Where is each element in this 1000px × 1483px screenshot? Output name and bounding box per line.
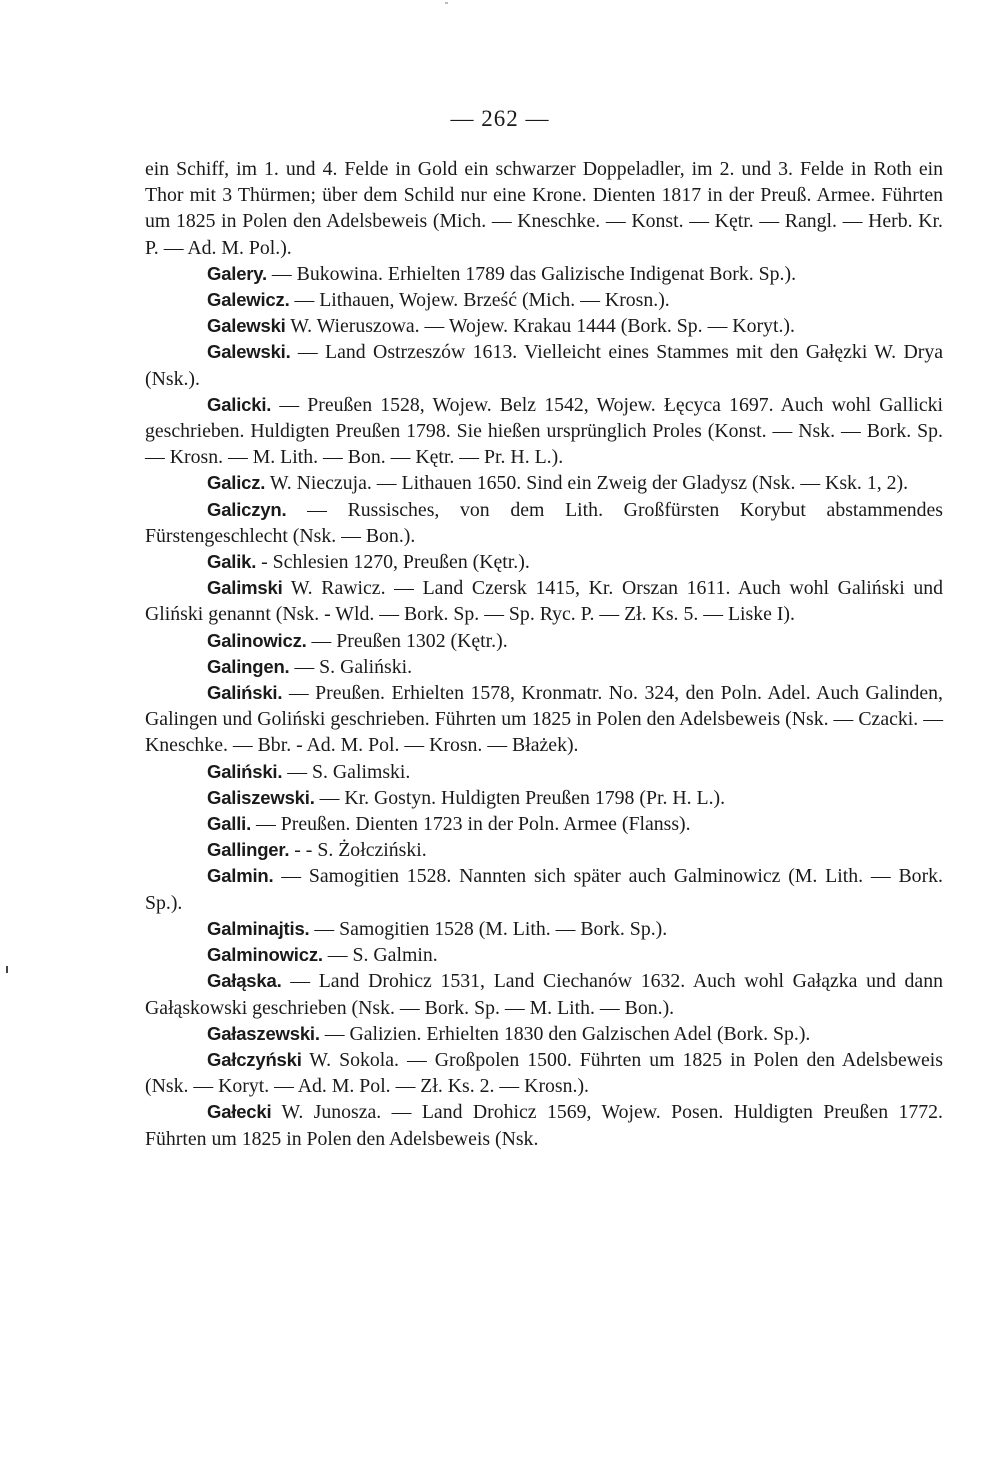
entry-title: Galminowicz.	[207, 944, 323, 966]
entry-text: — Land Drohicz 1531, Land Ciechanów 1632. Auch wohl Gałązka und dann Gałąskowski geschrieben (Nsk. — Bork. Sp. — M. Lith. — Bon.).	[145, 970, 943, 1019]
entry	[145, 837, 943, 863]
page-number: — 262 —	[450, 106, 550, 131]
entry-title: Gałaszewski.	[207, 1022, 320, 1044]
entry-title: Galik.	[207, 551, 257, 573]
entry	[145, 575, 943, 627]
entry-title: Galmin.	[207, 865, 274, 887]
entry	[145, 339, 943, 391]
entry-text: — Preußen 1528, Wojew. Belz 1542, Wojew. Łęcyca 1697. Auch wohl Gallicki geschrieben. Huldigten Preußen 1798. Sie hießen ursprünglich Proles (Konst. — Nsk. — Bork. Sp. — Krosn. — M. Lith. — Bon. — Kętr. — Pr. H. L.).	[145, 393, 943, 469]
entry-title: Galinowicz.	[207, 629, 307, 651]
entry-text: — Galizien. Erhielten 1830 den Galzischen Adel (Bork. Sp.).	[324, 1022, 811, 1045]
entry	[145, 942, 943, 968]
entry-continuation	[145, 156, 943, 261]
entry-text: W. Sokola. — Großpolen 1500. Führten um 1825 in Polen den Adelsbeweis (Nsk. — Koryt. — Ad. M. Pol. — Zł. Ks. 2. — Krosn.).	[145, 1048, 943, 1098]
entry-text: — Samogitien 1528. Nannten sich später auch Galminowicz (M. Lith. — Bork. Sp.).	[145, 865, 943, 914]
entry-text: — S. Galiński.	[294, 655, 413, 678]
entry-title: Galiński.	[207, 760, 283, 782]
entry-title: Galminajtis.	[207, 917, 310, 939]
entry-title: Gałecki	[207, 1101, 272, 1123]
entry-title: Galiński.	[207, 682, 283, 704]
entry	[145, 1099, 943, 1151]
entry-text: — Land Ostrzeszów 1613. Vielleicht eines Stammes mit den Gałęzki W. Drya (Nsk.).	[145, 341, 943, 390]
entry-text: — S. Galmin.	[327, 944, 438, 967]
entry	[145, 811, 943, 837]
entry-text: — Preußen. Erhielten 1578, Kronmatr. No. 324, den Poln. Adel. Auch Galinden, Galingen und Goliński geschrieben. Führten um 1825 in Polen den Adelsbeweis (Nsk. — Czacki. — Kneschke. — Bbr. - Ad. M. Pol. — Krosn. — Błażek).	[145, 682, 943, 757]
entry	[145, 759, 943, 785]
entry-title: Galewski	[207, 315, 286, 337]
entry-title: Galiszewski.	[207, 786, 315, 808]
entry-text: — Lithauen, Wojew. Brześć (Mich. — Krosn.).	[294, 289, 670, 312]
entry	[145, 470, 943, 496]
entry-text: W. Nieczuja. — Lithauen 1650. Sind ein Zweig der Gladysz (Nsk. — Ksk. 1, 2).	[269, 472, 909, 495]
entry	[145, 916, 943, 942]
entry	[145, 497, 943, 549]
entry	[145, 1021, 943, 1047]
entry	[145, 549, 943, 575]
entry	[145, 680, 943, 759]
entry	[145, 287, 943, 313]
entry-text: — S. Galimski.	[287, 760, 411, 783]
margin-mark	[6, 966, 8, 973]
entry-text: W. Wieruszowa. — Wojew. Krakau 1444 (Bork. Sp. — Koryt.).	[290, 315, 795, 338]
entry-title: Galli.	[207, 813, 252, 835]
entry-title: Gałczyński	[207, 1048, 302, 1070]
entries-text	[145, 156, 943, 1152]
entry-text: — Samogitien 1528 (M. Lith. — Bork. Sp.).	[314, 917, 668, 940]
entry-title: Galicz.	[207, 472, 266, 494]
entry	[145, 968, 943, 1020]
entry-title: Galiczyn.	[207, 498, 287, 520]
entry-title: Galewicz.	[207, 289, 290, 311]
entry	[145, 313, 943, 339]
entry-text: W. Rawicz. — Land Czersk 1415, Kr. Orszan 1611. Auch wohl Galiński und Gliński genannt (Nsk. - Wld. — Bork. Sp. — Sp. Ryc. P. — Zł. Ks. 5. — Liske I).	[145, 577, 944, 626]
entry	[145, 654, 943, 680]
entry-text: — Kr. Gostyn. Huldigten Preußen 1798 (Pr. H. L.).	[319, 786, 726, 809]
entry-title: Galingen.	[207, 655, 290, 677]
entry-title: Galewski.	[207, 341, 291, 363]
entry-text: — Bukowina. Erhielten 1789 das Galizische Indigenat Bork. Sp.).	[271, 262, 797, 285]
entry	[145, 1047, 943, 1099]
entry	[145, 628, 943, 654]
entry-text: - Schlesien 1270, Preußen (Kętr.).	[261, 551, 530, 574]
entry-text: — Russisches, von dem Lith. Großfürsten Korybut abstammendes Fürstengeschlecht (Nsk. — Bon.).	[145, 498, 944, 547]
entry-text: ein Schiff, im 1. und 4. Felde in Gold ein schwarzer Doppeladler, im 2. und 3. Felde in Roth ein Thor mit 3 Thürmen; über dem Schild nur eine Krone. Dienten 1817 in der Preuß. Armee. Führten um 1825 in Polen den Adelsbeweis (Mich. — Kneschke. — Konst. — Kętr. — Rangl. — Herb. Kr. P. — Ad. M. Pol.).	[145, 158, 943, 259]
entry	[145, 863, 943, 915]
entry-title: Gałąska.	[207, 970, 282, 992]
entry-text: W. Junosza. — Land Drohicz 1569, Wojew. Posen. Huldigten Preußen 1772. Führten um 1825 in Polen den Adelsbeweis (Nsk.	[145, 1101, 943, 1150]
scan-speck	[445, 2, 448, 4]
entry-text: — Preußen. Dienten 1723 in der Poln. Armee (Flanss).	[256, 813, 691, 836]
entry	[145, 261, 943, 287]
entry	[145, 392, 943, 471]
entry-title: Galery.	[207, 262, 267, 284]
entry-text: - - S. Żołcziński.	[294, 839, 427, 862]
entry-title: Galimski	[207, 577, 283, 599]
entry	[145, 785, 943, 811]
entry-title: Galicki.	[207, 393, 272, 415]
entry-title: Gallinger.	[207, 839, 290, 861]
entry-text: — Preußen 1302 (Kętr.).	[311, 629, 508, 652]
